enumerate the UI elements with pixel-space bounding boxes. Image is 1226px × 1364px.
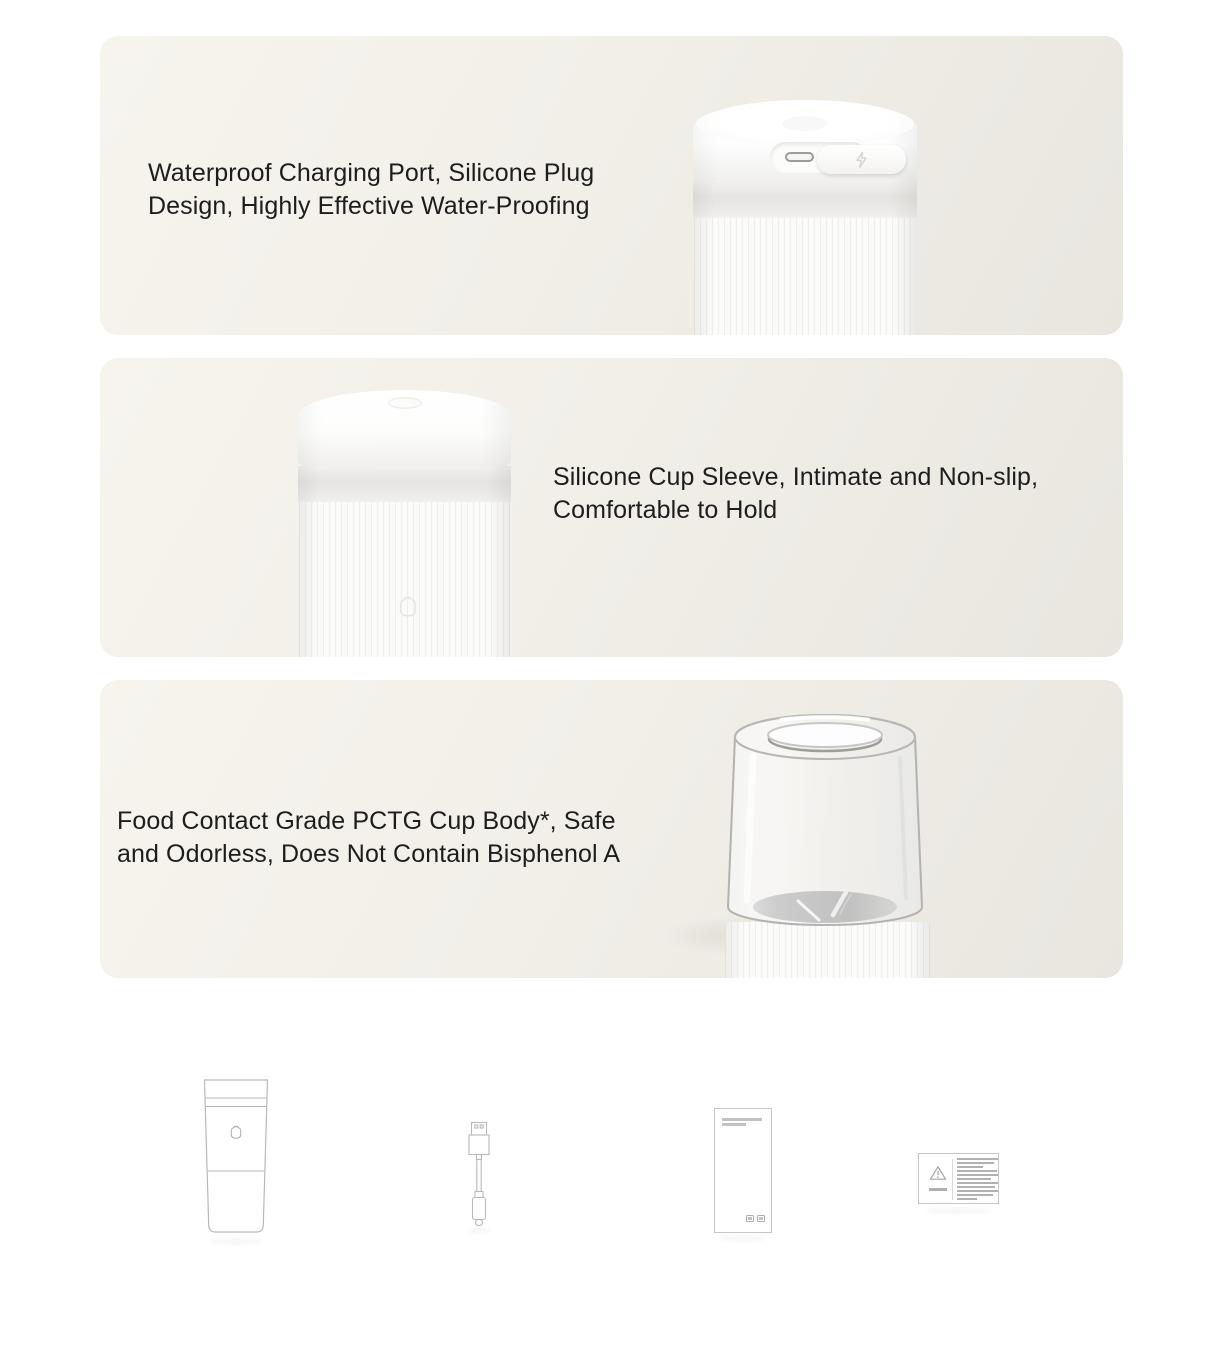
feature-caption-line: and Odorless, Does Not Contain Bisphenol A: [117, 840, 621, 868]
feature-caption-line: Silicone Cup Sleeve, Intimate and Non-slip,: [553, 463, 1039, 491]
silicone-sleeve-body: [299, 502, 510, 657]
divider: [952, 1159, 953, 1200]
usb-a-contact: [480, 1125, 483, 1128]
feature-caption: [148, 157, 594, 223]
feature-panel-silicone-sleeve: [100, 358, 1123, 657]
feature-panel-waterproof-port: [100, 36, 1123, 335]
warning-caption-line: [929, 1188, 947, 1191]
usb-cable-drawing: [466, 1121, 492, 1227]
usb-c-body: [473, 1198, 486, 1220]
manual-text-line: [722, 1118, 762, 1121]
safety-warning-card-drawing: [918, 1153, 999, 1204]
warning-icon-block: [926, 1165, 950, 1191]
reflection: [210, 1239, 262, 1244]
juicer-cap: [298, 390, 511, 466]
cap-button: [388, 397, 422, 409]
feature-caption-line: Waterproof Charging Port, Silicone Plug: [148, 159, 595, 187]
warning-text-lines: [957, 1158, 998, 1202]
feature-caption-line: Comfortable to Hold: [553, 496, 778, 524]
warning-triangle-icon: [929, 1165, 947, 1181]
feature-caption: [117, 805, 620, 871]
product-photo-charging-port: [693, 100, 917, 335]
cable-neck: [477, 1155, 482, 1160]
ribbed-body: [694, 218, 916, 335]
usb-c-port: [785, 152, 814, 162]
reflection: [720, 1236, 766, 1241]
usb-a-body: [469, 1135, 489, 1155]
rim-opening: [768, 723, 882, 747]
cert-icon: [757, 1215, 765, 1222]
usb-a-shell: [472, 1123, 487, 1136]
juicer-outline-drawing: [203, 1078, 269, 1236]
mijia-logo-faint: [782, 116, 828, 131]
transparent-cup: [720, 708, 930, 938]
translucent-ring: [693, 180, 917, 218]
silicone-plug: [817, 145, 906, 174]
usb-c-tip: [476, 1220, 483, 1226]
lightning-icon: [855, 151, 868, 169]
manual-cert-icons: [746, 1215, 765, 1222]
reflection: [468, 1228, 490, 1233]
mijia-logo: [398, 595, 418, 619]
product-photo-silicone-sleeve: [298, 390, 511, 657]
feature-caption-line: Food Contact Grade PCTG Cup Body*, Safe: [117, 807, 616, 835]
cable-wire: [477, 1160, 481, 1192]
feature-caption-line: Design, Highly Effective Water-Proofing: [148, 192, 590, 220]
usb-a-contact: [475, 1125, 478, 1128]
cable-collar: [475, 1192, 483, 1198]
feature-caption: [553, 461, 1038, 527]
manual-text-line: [722, 1123, 746, 1126]
user-manual-drawing: [714, 1108, 772, 1233]
feature-panel-pctg-cup: [100, 680, 1123, 978]
translucent-ring: [298, 466, 511, 502]
cert-icon: [746, 1215, 754, 1222]
reflection: [926, 1208, 992, 1213]
